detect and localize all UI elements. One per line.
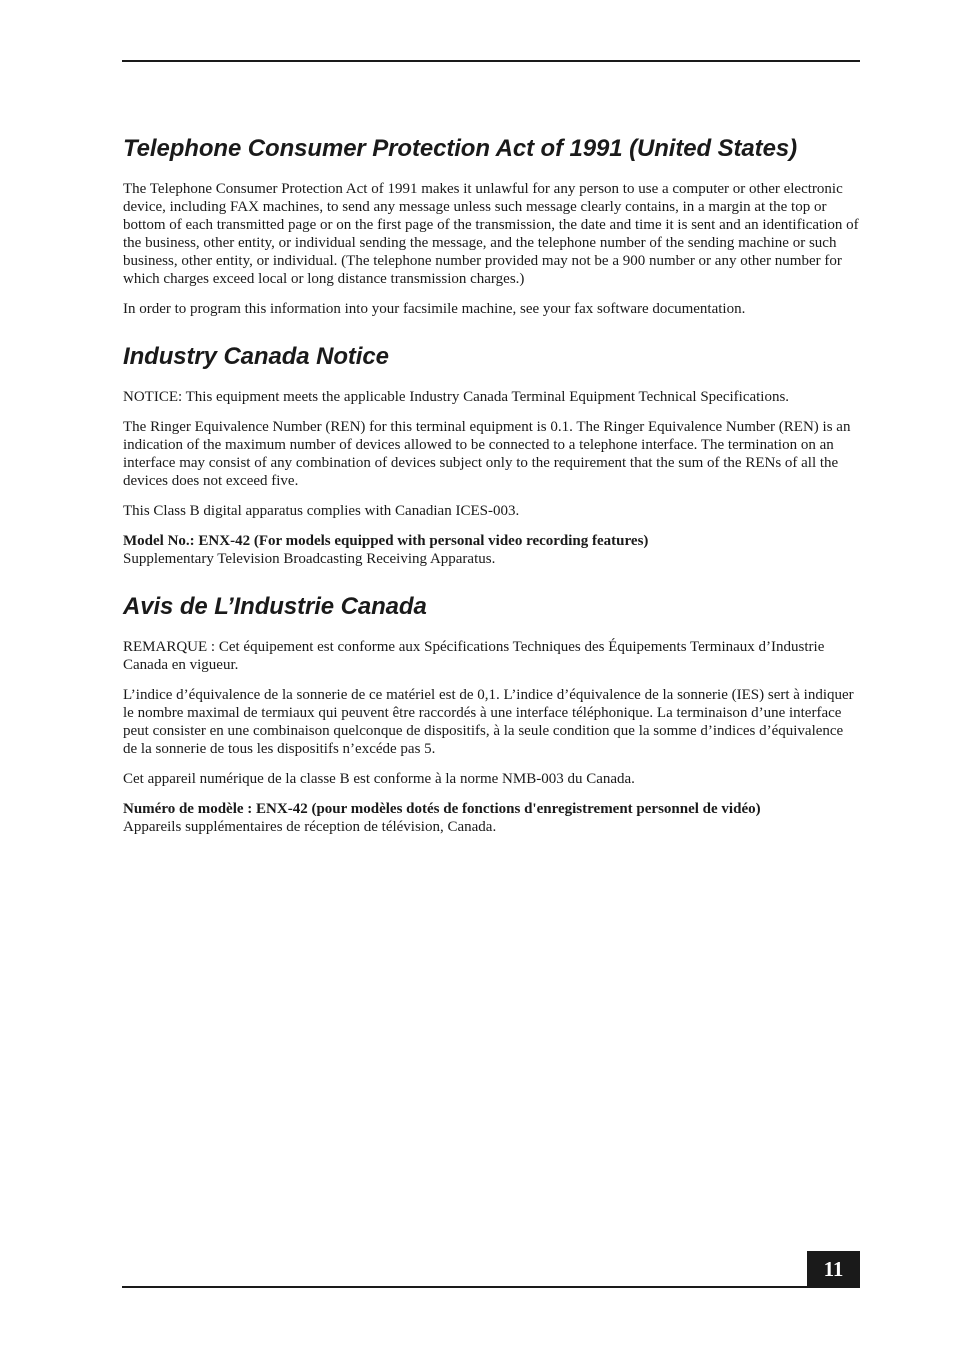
avis-model-description: Appareils supplémentaires de réception de télévision, Canada.	[123, 819, 497, 835]
tcpa-paragraph-1: The Telephone Consumer Protection Act of 1991 makes it unlawful for any person to use a computer or other electronic device, including FAX machines, to send any message unless such message clearly contains, in a margin at the top or bottom of each transmitted page or on the first page of the transmission, the date and time it is sent and an identification of the business, other entity, or individual sending the message, and the telephone number of the sending machine or such business, other entity, or individual. (The telephone number provided may not be a 900 number or any other number for which charges exceed local or long distance transmission charges.)	[123, 181, 859, 287]
ic-paragraph-3: This Class B digital apparatus complies with Canadian ICES-003.	[123, 503, 520, 519]
section-heading-industry-canada: Industry Canada Notice	[123, 343, 389, 370]
section-heading-avis-industrie-canada: Avis de L’Industrie Canada	[123, 593, 427, 620]
ic-paragraph-2: The Ringer Equivalence Number (REN) for this terminal equipment is 0.1. The Ringer Equivalence Number (REN) is an indication of the maximum number of devices allowed to be connected to a telephone interface. The termination on an interface may consist of any combination of devices subject only to the requirement that the sum of the RENs of all the devices does not exceed five.	[123, 419, 851, 489]
avis-paragraph-3: Cet appareil numérique de la classe B est conforme à la norme NMB-003 du Canada.	[123, 771, 635, 787]
page-number: 11	[807, 1251, 860, 1287]
page-content	[123, 134, 859, 848]
footer-rule	[122, 1286, 860, 1288]
avis-model-block	[123, 800, 859, 836]
ic-model-description: Supplementary Television Broadcasting Receiving Apparatus.	[123, 551, 496, 567]
section-heading-tcpa: Telephone Consumer Protection Act of 1991 (United States)	[123, 135, 797, 162]
header-rule	[122, 60, 860, 62]
avis-model-number: Numéro de modèle : ENX-42 (pour modèles dotés de fonctions d'enregistrement personnel de vidéo)	[123, 801, 761, 817]
ic-model-block	[123, 532, 859, 568]
ic-model-number: Model No.: ENX-42 (For models equipped with personal video recording features)	[123, 533, 649, 549]
tcpa-paragraph-2: In order to program this information into your facsimile machine, see your fax software documentation.	[123, 301, 746, 317]
ic-paragraph-1: NOTICE: This equipment meets the applicable Industry Canada Terminal Equipment Technical Specifications.	[123, 389, 790, 405]
avis-paragraph-1: REMARQUE : Cet équipement est conforme aux Spécifications Techniques des Équipements Terminaux d’Industrie Canada en vigueur.	[123, 639, 825, 673]
avis-paragraph-2: L’indice d’équivalence de la sonnerie de ce matériel est de 0,1. L’indice d’équivalence de la sonnerie (IES) sert à indiquer le nombre maximal de termiaux qui peuvent être raccordés à une interface téléphonique. La terminaison d’une interface peut consister en une combinaison quelconque de dispositifs, à la seule condition que la somme d’indices d’équivalence de la sonnerie de tous les dispositifs n’excéde pas 5.	[123, 687, 854, 757]
